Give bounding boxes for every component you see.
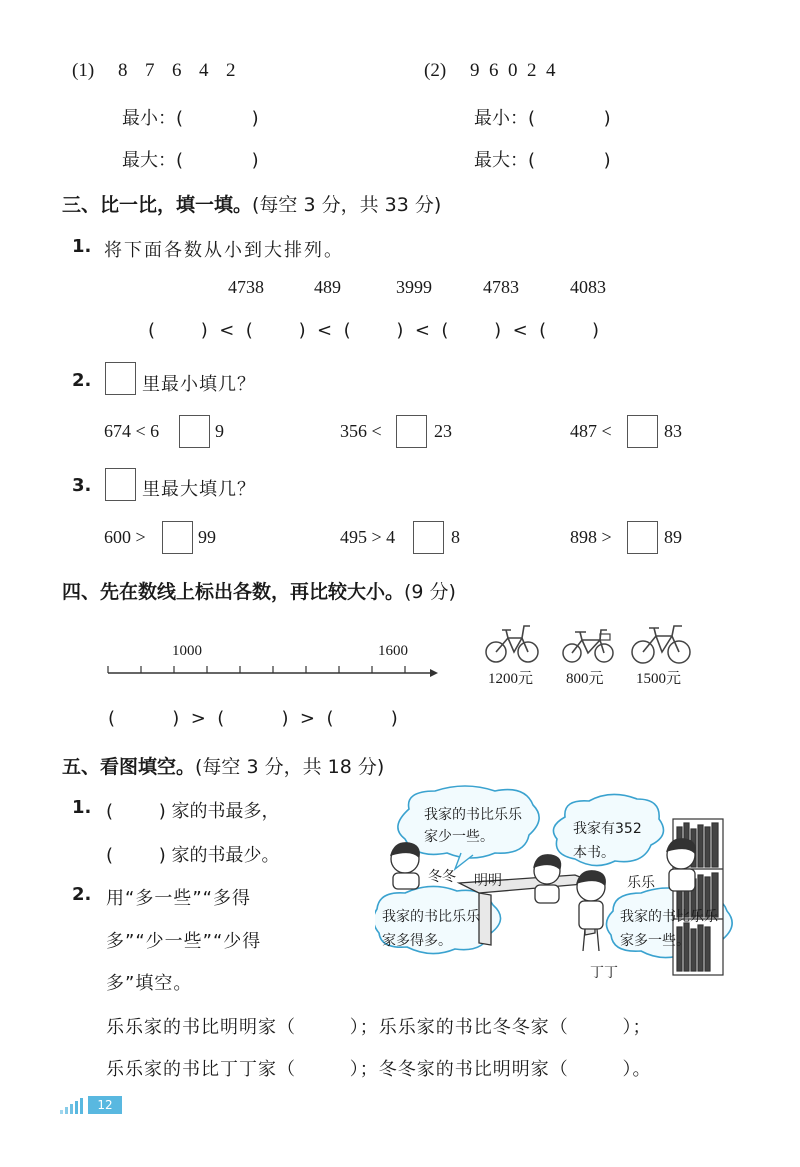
- q2-max: 最大：( ): [474, 150, 611, 171]
- section5-title: 五、看图填空。: [62, 756, 196, 778]
- s3q1-num: 1.: [72, 236, 92, 257]
- s3q3-item1-right: 99: [198, 527, 216, 547]
- name-dingding: 丁丁: [590, 965, 618, 981]
- s3q3-num: 3.: [72, 475, 92, 496]
- bike-price-2: 800元: [566, 671, 604, 687]
- s5q2-line1: 用“多一些”“多得: [106, 888, 251, 909]
- bike-price-1: 1200元: [488, 671, 534, 687]
- q2-min: 最小：( ): [474, 108, 611, 129]
- s3q2-item3-right: 83: [664, 421, 682, 441]
- section3-title: 三、比一比，填一填。: [62, 194, 253, 216]
- number-line-ticks: [108, 666, 405, 673]
- number-4: 4783: [483, 277, 519, 297]
- q1-label: (1): [72, 60, 95, 81]
- s3q3-item3-left: 898 >: [570, 527, 612, 547]
- order-blanks[interactable]: ( ) < ( ) < ( ) < ( ) < ( ): [148, 320, 599, 341]
- bubble2-line1: 我家有352: [573, 821, 642, 837]
- bike-price-3: 1500元: [636, 671, 682, 687]
- q2-label: (2): [424, 60, 447, 81]
- bubble3-line2: 家多得多。: [382, 933, 452, 949]
- s3q3-item2-right: 8: [451, 527, 460, 547]
- compare-blanks[interactable]: ( ) > ( ) > ( ): [108, 708, 398, 729]
- s3q2-item2-left: 356 <: [340, 421, 382, 441]
- number-3: 3999: [396, 277, 432, 297]
- s3q3-item3-right: 89: [664, 527, 682, 547]
- answer-box[interactable]: [162, 521, 193, 554]
- bubble4-line1: 我家的书比乐乐: [620, 909, 718, 925]
- q1-digits: 8 7 6 4 2: [118, 60, 236, 81]
- name-mingming: 明明: [474, 873, 502, 889]
- number-line-label-1600: 1600: [378, 643, 408, 659]
- section3-score: (每空 3 分，共 33 分): [252, 194, 442, 216]
- section4-title: 四、先在数线上标出各数，再比较大小。: [62, 581, 405, 603]
- s5q2-line2: 多”“少一些”“少得: [106, 931, 262, 952]
- s3q2-text: 里最小填几？: [142, 374, 256, 395]
- s3q3-item1-left: 600 >: [104, 527, 146, 547]
- section4-heading: [62, 577, 456, 604]
- q1-min: 最小：( ): [122, 108, 259, 129]
- answer-box[interactable]: [413, 521, 444, 554]
- section4-score: (9 分): [404, 581, 456, 603]
- s5q1-num: 1.: [72, 797, 92, 818]
- signal-bars-icon: [58, 1096, 88, 1114]
- page-number: 12: [88, 1096, 122, 1114]
- s3q2-num: 2.: [72, 370, 92, 391]
- s5q1-line1[interactable]: ( ) 家的书最多，: [106, 801, 280, 822]
- s3q2-item1-left: 674 < 6: [104, 421, 160, 441]
- fill-line-1[interactable]: 乐乐家的书比明明家（ ）；乐乐家的书比冬冬家（ ）；: [106, 1017, 652, 1038]
- bicycle-icon: [484, 620, 540, 666]
- answer-box-sample: [105, 362, 136, 395]
- answer-box[interactable]: [179, 415, 210, 448]
- name-dongdong: 冬冬: [428, 869, 456, 885]
- s5q1-line2[interactable]: ( ) 家的书最少。: [106, 845, 280, 866]
- q1-max: 最大：( ): [122, 150, 259, 171]
- number-5: 4083: [570, 277, 606, 297]
- bicycle-icon: [630, 620, 692, 666]
- s3q1-text: 将下面各数从小到大排列。: [104, 240, 344, 261]
- number-1: 4738: [228, 277, 264, 297]
- number-line-arrow: [430, 669, 438, 677]
- bicycle-icon: [560, 620, 616, 666]
- answer-box[interactable]: [396, 415, 427, 448]
- fill-line-2[interactable]: 乐乐家的书比丁丁家（ ）；冬冬家的书比明明家（ ）。: [106, 1059, 652, 1080]
- number-2: 489: [314, 277, 341, 297]
- s3q2-item3-left: 487 <: [570, 421, 612, 441]
- bubble1-line2: 家少一些。: [424, 829, 494, 845]
- section5-score: (每空 3 分，共 18 分): [195, 756, 385, 778]
- answer-box[interactable]: [627, 521, 658, 554]
- q2-digits: 9 6 0 2 4: [470, 60, 556, 81]
- number-line-label-1000: 1000: [172, 643, 202, 659]
- s3q2-item2-right: 23: [434, 421, 452, 441]
- bubble2-line2: 本书。: [573, 845, 615, 861]
- s3q3-item2-left: 495 > 4: [340, 527, 396, 547]
- s3q2-item1-right: 9: [215, 421, 224, 441]
- name-lele: 乐乐: [627, 875, 655, 891]
- bubble1-line1: 我家的书比乐乐: [424, 807, 522, 823]
- answer-box-sample: [105, 468, 136, 501]
- section3-heading: [62, 190, 441, 217]
- s5q2-num: 2.: [72, 884, 92, 905]
- s3q3-text: 里最大填几？: [142, 479, 256, 500]
- bubble4-line2: 家多一些。: [620, 933, 690, 949]
- section5-heading: [62, 752, 384, 779]
- s5q2-line3: 多”填空。: [106, 973, 193, 994]
- answer-box[interactable]: [627, 415, 658, 448]
- bubble3-line1: 我家的书比乐乐: [382, 909, 480, 925]
